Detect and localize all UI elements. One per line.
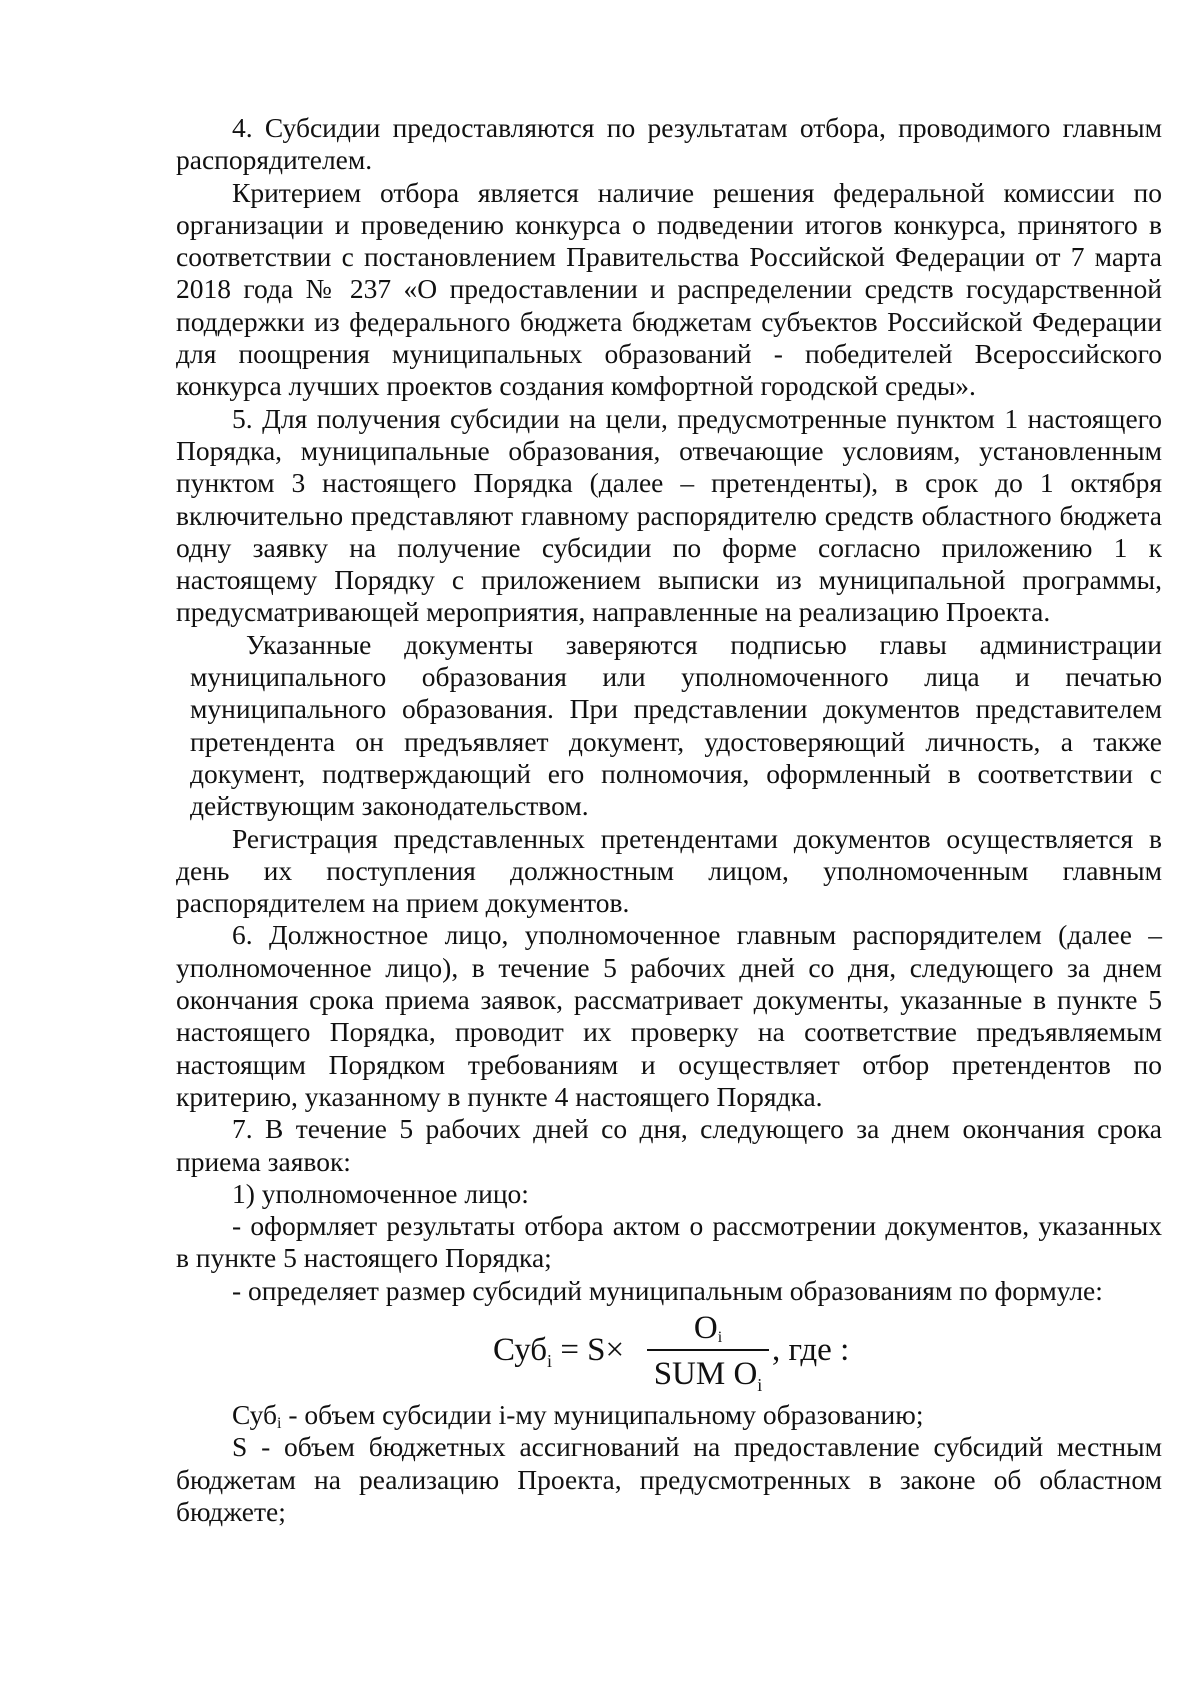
- paragraph-item-4: 4. Субсидии предоставляются по результатам отбора, проводимого главным распорядителем.: [176, 112, 1162, 176]
- formula-equals-s-times: = S×: [552, 1331, 625, 1368]
- paragraph-dash-act: - оформляет результаты отбора актом о рассмотрении документов, указанных в пункте 5 настоящего Порядка;: [176, 1210, 1162, 1274]
- formula-fraction-bar: [647, 1349, 769, 1351]
- formula-denominator: [647, 1355, 769, 1393]
- formula-denominator-symbol: SUM O: [653, 1355, 758, 1392]
- paragraph-registration: Регистрация представленных претендентами документов осуществляется в день их поступления должностным лицом, уполномоченным главным распорядителем на прием документов.: [176, 822, 1162, 919]
- paragraph-item-7: 7. В течение 5 рабочих дней со дня, следующего за днем окончания срока приема заявок:: [176, 1113, 1162, 1177]
- formula-right-side: , где :: [772, 1331, 850, 1368]
- definition-sub-i: [176, 1399, 1162, 1431]
- formula-lhs-index: i: [547, 1350, 553, 1371]
- definition-term-index: i: [277, 1414, 282, 1432]
- definition-s: [176, 1431, 1162, 1528]
- paragraph-item-5: 5. Для получения субсидии на цели, предусмотренные пунктом 1 настоящего Порядка, муниципальные образования, отвечающие условиям, установленным пунктом 3 настоящего Порядка (далее – претенденты), в срок до 1 октября включительно представляют главному распорядителю средств областного бюджета одну заявку на получение субсидии по форме согласно приложению 1 к настоящему Порядку с приложением выписки из муниципальной программы, предусматривающей мероприятия, направленные на реализацию Проекта.: [176, 402, 1162, 628]
- paragraph-sub-item-1: 1) уполномоченное лицо:: [232, 1177, 529, 1209]
- definition-text: - объем бюджетных ассигнований на предоставление субсидий местным бюджетам на реализацию Проекта, предусмотренных в законе об областном бюджете;: [176, 1431, 1162, 1527]
- formula-fraction: [647, 1309, 769, 1393]
- definition-term: Суб: [232, 1398, 278, 1430]
- document-page: [176, 112, 1162, 1528]
- paragraph-documents-certification: Указанные документы заверяются подписью главы администрации муниципального образования или уполномоченного лица и печатью муниципального образования. При представлении документов представителем претендента он предъявляет документ, удостоверяющий личность, а также документ, подтверждающий его полномочия, оформленный в соответствии с действующим законодательством.: [190, 628, 1162, 822]
- formula-denominator-index: i: [757, 1374, 763, 1395]
- paragraph-dash-formula-intro: - определяет размер субсидий муниципальным образованиям по формуле:: [232, 1274, 1103, 1306]
- formula-numerator: [647, 1309, 769, 1347]
- paragraph-selection-criterion: Критерием отбора является наличие решения федеральной комиссии по организации и проведению конкурса о подведении итогов конкурса, принятого в соответствии с постановлением Правительства Российской Федерации от 7 марта 2018 года № 237 «О предоставлении и распределении средств государственной поддержки из федерального бюджета бюджетам субъектов Российской Федерации для поощрения муниципальных образований - победителей Всероссийского конкурса лучших проектов создания комфортной городской среды».: [176, 176, 1162, 402]
- definition-term: S: [232, 1431, 248, 1463]
- formula-numerator-symbol: O: [693, 1309, 718, 1346]
- paragraph-item-6: 6. Должностное лицо, уполномоченное главным распорядителем (далее – уполномоченное лицо), в течение 5 рабочих дней со дня, следующего за днем окончания срока приема заявок, рассматривает документы, указанные в пункте 5 настоящего Порядка, проводит их проверку на соответствие предъявляемым настоящим Порядком требованиям и осуществляет отбор претендентов по критерию, указанному в пункте 4 настоящего Порядка.: [176, 919, 1162, 1112]
- formula-left-side: [493, 1331, 624, 1369]
- formula-lhs-symbol: Суб: [493, 1331, 548, 1368]
- formula-numerator-index: i: [717, 1328, 723, 1346]
- definition-text: - объем субсидии i-му муниципальному образованию;: [281, 1398, 924, 1430]
- subsidy-formula: [176, 1309, 1162, 1393]
